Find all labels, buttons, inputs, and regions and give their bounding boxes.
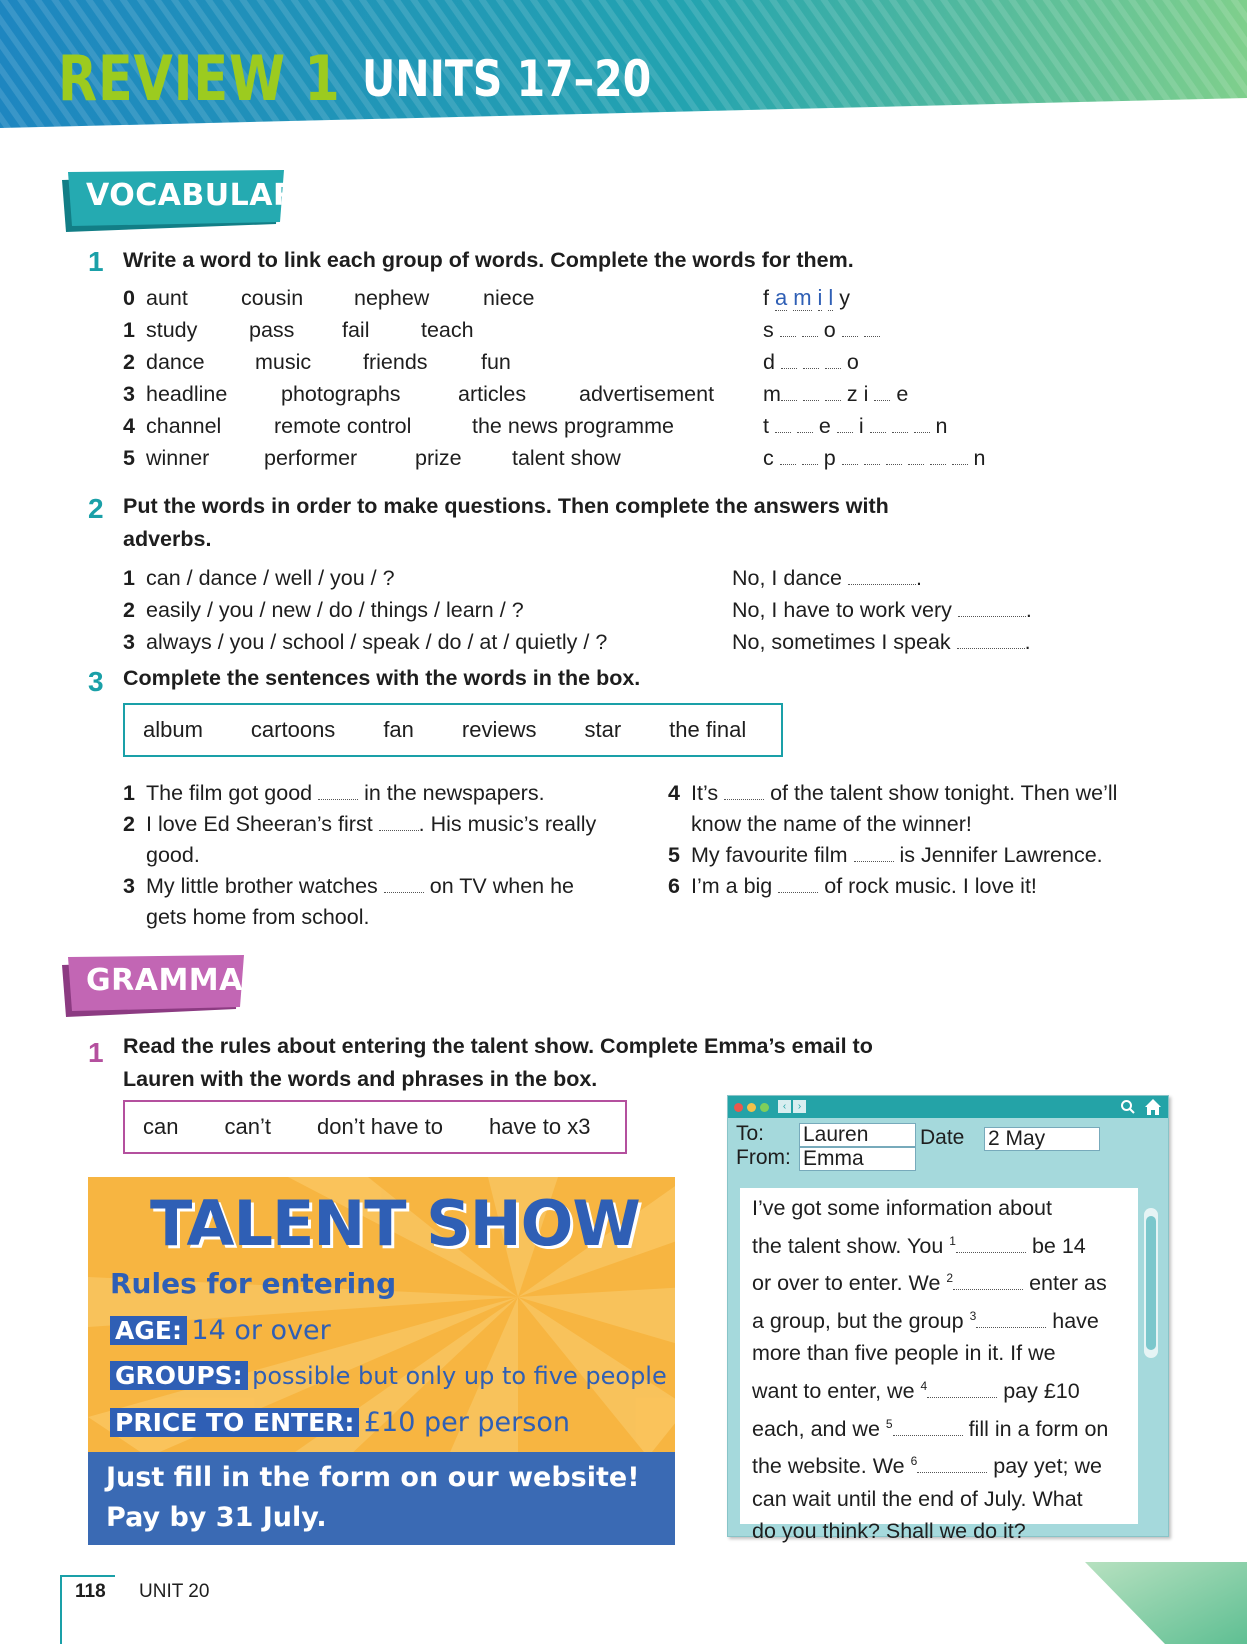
sentence — [668, 840, 1168, 871]
word: nephew — [354, 286, 430, 310]
exercise-instruction: Write a word to link each group of words. Complete the words for them. — [123, 248, 854, 272]
item-number: 2 — [123, 350, 135, 374]
rule-value: 14 or over — [191, 1315, 331, 1346]
gap-blank[interactable] — [927, 1379, 997, 1398]
word: study — [146, 318, 198, 342]
word: fun — [481, 350, 511, 374]
answer-blank[interactable] — [958, 598, 1026, 617]
item-number: 6 — [668, 874, 680, 898]
item-number: 4 — [668, 781, 680, 805]
page-number: 118 — [75, 1581, 106, 1602]
forward-arrow-icon[interactable]: › — [793, 1100, 806, 1113]
sentence-text: . His music’s really — [418, 812, 597, 836]
sentence-text: It’s — [691, 781, 719, 805]
exercise-number: 2 — [88, 493, 104, 524]
poster-subtitle: Rules for entering — [110, 1267, 397, 1300]
answer-blanks[interactable]: d o — [763, 350, 859, 374]
answer-example: f a m i l y — [763, 285, 850, 310]
email-window — [727, 1095, 1169, 1544]
box-word: don’t have to — [316, 1114, 443, 1139]
exercise-number: 3 — [88, 666, 104, 697]
email-line: can wait until the end of July. What — [752, 1486, 1083, 1511]
sentence-text: of rock music. I love it! — [824, 874, 1037, 898]
question-text: always / you / school / speak / do / at / quietly / ? — [146, 630, 608, 654]
word: channel — [146, 414, 222, 438]
sentence-list-left — [123, 778, 623, 938]
box-word: album — [143, 717, 203, 742]
gap-number: 2 — [946, 1271, 954, 1286]
item-number: 3 — [123, 382, 135, 406]
word-group-row — [123, 410, 1003, 442]
rule-label: AGE: — [110, 1316, 187, 1345]
unit-label: UNIT 20 — [139, 1581, 210, 1602]
answer-blank[interactable] — [379, 812, 419, 831]
word: the news programme — [472, 414, 674, 438]
answer-end: . — [1025, 598, 1032, 622]
answer-blanks[interactable]: s o — [763, 314, 880, 346]
home-icon[interactable] — [1144, 1098, 1162, 1116]
answer-end: . — [1024, 630, 1031, 654]
answer-text: No, I dance — [732, 566, 842, 590]
word: music — [255, 350, 312, 374]
instruction-line: Lauren with the words and phrases in the box. — [123, 1067, 598, 1091]
poster-footer — [88, 1452, 675, 1545]
vocabulary-label: VOCABULARY — [86, 178, 318, 213]
rule-value: possible but only up to five people — [252, 1362, 667, 1390]
question-list — [123, 562, 1083, 658]
instruction-line: Put the words in order to make questions. Then complete the answers with — [123, 494, 889, 518]
sentence-text: of the talent show tonight. Then we’ll — [770, 781, 1118, 805]
corner-decoration — [1085, 1562, 1247, 1644]
sentence-text: good. — [146, 843, 200, 867]
phrase-box — [123, 1100, 627, 1154]
word-group-row — [123, 282, 1003, 314]
exercise-instruction: Complete the sentences with the words in the box. — [123, 666, 641, 690]
answer-end: . — [915, 566, 922, 590]
to-label: To: — [736, 1122, 765, 1145]
word: performer — [264, 446, 358, 470]
back-arrow-icon[interactable]: ‹ — [778, 1100, 791, 1113]
sentence — [668, 871, 1168, 902]
from-label: From: — [736, 1146, 791, 1169]
email-line: the talent show. You $^1$ be 14 — [752, 1233, 1086, 1258]
scrollbar-track[interactable] — [1144, 1208, 1158, 1358]
answer-blanks[interactable]: t e i n — [763, 414, 948, 438]
word-group-row — [123, 314, 1003, 346]
instruction-line: adverbs. — [123, 527, 212, 551]
sentence — [668, 778, 1168, 840]
gap-number: 6 — [910, 1454, 918, 1469]
sentence — [123, 809, 623, 871]
email-line: a group, but the group $^3$ have — [752, 1308, 1099, 1333]
sentence-text: My little brother watches — [146, 874, 378, 898]
word: prize — [415, 446, 462, 470]
sentence-text: know the name of the winner! — [691, 812, 972, 836]
box-word: fan — [383, 717, 414, 742]
exercise-number: 1 — [88, 1037, 104, 1068]
window-titlebar — [728, 1096, 1168, 1118]
item-number: 1 — [123, 566, 135, 590]
sentence-text: on TV when he — [429, 874, 575, 898]
gap-number: 3 — [969, 1308, 977, 1323]
item-number: 5 — [668, 843, 680, 867]
email-line: each, and we $^5$ fill in a form on — [752, 1416, 1109, 1441]
rule-age — [110, 1315, 331, 1346]
email-line: want to enter, we $^4$ pay £10 — [752, 1378, 1080, 1404]
word: friends — [363, 350, 428, 374]
close-dot-icon[interactable] — [734, 1103, 743, 1112]
item-number: 1 — [123, 781, 135, 805]
item-number: 0 — [123, 286, 135, 310]
box-word: reviews — [461, 717, 537, 742]
sentence-text: My favourite film — [691, 843, 848, 867]
email-line: or over to enter. We $^2$ enter as — [752, 1271, 1107, 1296]
footer-line: Pay by 31 July. — [106, 1502, 327, 1533]
rule-price — [110, 1407, 570, 1438]
box-word: have to x3 — [488, 1114, 591, 1139]
question-text: can / dance / well / you / ? — [146, 566, 395, 590]
gap-number: 4 — [920, 1378, 928, 1393]
box-word: star — [584, 717, 622, 742]
answer-blanks[interactable]: c p n — [763, 446, 986, 470]
from-field[interactable]: Emma — [799, 1147, 916, 1171]
maximize-dot-icon[interactable] — [760, 1103, 769, 1112]
footer-rule-top — [60, 1575, 115, 1577]
sentence-text: I love Ed Sheeran’s first — [146, 812, 373, 836]
sentence-text: is Jennifer Lawrence. — [899, 843, 1103, 867]
gap-blank[interactable] — [956, 1234, 1026, 1253]
word-group-row — [123, 442, 1003, 474]
box-word: can — [143, 1114, 179, 1139]
word: aunt — [146, 286, 188, 310]
sentence — [123, 871, 623, 933]
grammar-label: GRAMMAR — [86, 963, 267, 998]
sentence-text: The film got good — [146, 781, 313, 805]
date-field[interactable]: 2 May — [984, 1127, 1100, 1151]
item-number: 4 — [123, 414, 135, 438]
email-line: more than five people in it. If we — [752, 1341, 1056, 1366]
answer-blank[interactable] — [854, 843, 894, 862]
item-number: 3 — [123, 630, 135, 654]
word: cousin — [241, 286, 304, 310]
item-number: 2 — [123, 812, 135, 836]
search-icon[interactable] — [1120, 1099, 1136, 1115]
question-row — [123, 626, 1083, 658]
minimize-dot-icon[interactable] — [747, 1103, 756, 1112]
word: fail — [342, 318, 370, 342]
rule-label: GROUPS: — [110, 1361, 248, 1390]
to-field[interactable]: Lauren — [799, 1123, 916, 1147]
answer-blank[interactable] — [384, 874, 424, 893]
sentence — [123, 778, 623, 809]
word: winner — [146, 446, 210, 470]
box-word: cartoons — [250, 717, 336, 742]
talent-show-poster — [88, 1177, 675, 1545]
gap-blank[interactable] — [953, 1271, 1023, 1290]
email-line: do you think? Shall we do it? — [752, 1519, 1026, 1544]
answer-text: No, sometimes I speak — [732, 630, 951, 654]
word-group-list — [123, 282, 1003, 474]
item-number: 3 — [123, 874, 135, 898]
answer-blank[interactable] — [848, 566, 916, 585]
date-label: Date — [920, 1126, 965, 1149]
word: niece — [483, 286, 535, 310]
sentence-text: I’m a big — [691, 874, 773, 898]
answer-blank[interactable] — [724, 781, 764, 800]
vocabulary-tag — [62, 170, 318, 236]
rule-label: PRICE TO ENTER: — [110, 1408, 359, 1437]
exercise-instruction — [123, 490, 889, 556]
footer-rule — [60, 1575, 62, 1644]
sentence-list-right — [668, 778, 1168, 908]
item-number: 1 — [123, 318, 135, 342]
answer-line — [732, 594, 1032, 626]
rule-groups — [110, 1361, 667, 1390]
answer-blank[interactable] — [318, 781, 358, 800]
word: advertisement — [579, 382, 715, 406]
word-group-row — [123, 378, 1003, 410]
sentence-text: gets home from school. — [146, 905, 370, 929]
gap-number: 1 — [949, 1233, 956, 1248]
word-box — [123, 703, 783, 757]
answer-blank[interactable] — [778, 874, 818, 893]
gap-number: 5 — [885, 1416, 893, 1431]
answer-blanks[interactable]: m z i e — [763, 382, 909, 406]
poster-title: TALENT SHOW — [150, 1187, 640, 1260]
question-text: easily / you / new / do / things / learn / ? — [146, 598, 524, 622]
word-group-row — [123, 346, 1003, 378]
rule-value: £10 per person — [363, 1407, 570, 1438]
units-title: UNITS 17–20 — [362, 50, 652, 108]
word: remote control — [274, 414, 412, 438]
footer-line: Just fill in the form on our website! — [106, 1462, 640, 1493]
review-title: REVIEW 1 — [58, 42, 341, 115]
email-line: the website. We $^6$ pay yet; we — [752, 1454, 1102, 1479]
word: teach — [421, 318, 474, 342]
email-body[interactable] — [740, 1188, 1138, 1544]
scrollbar-thumb[interactable] — [1146, 1216, 1156, 1350]
word: photographs — [281, 382, 401, 406]
gap-blank[interactable] — [893, 1417, 963, 1436]
box-word: the final — [669, 717, 747, 742]
item-number: 2 — [123, 598, 135, 622]
grammar-tag — [62, 955, 267, 1021]
box-word: can’t — [224, 1114, 271, 1139]
sentence-text: in the newspapers. — [364, 781, 545, 805]
exercise-number: 1 — [88, 246, 104, 277]
answer-text: No, I have to work very — [732, 598, 952, 622]
answer-blank[interactable] — [957, 630, 1025, 649]
word: dance — [146, 350, 205, 374]
question-row — [123, 562, 1083, 594]
exercise-instruction — [123, 1030, 873, 1096]
answer-line — [732, 626, 1031, 658]
item-number: 5 — [123, 446, 135, 470]
word: pass — [249, 318, 295, 342]
email-line: I’ve got some information about — [752, 1196, 1052, 1220]
word: articles — [458, 382, 527, 406]
gap-blank[interactable] — [917, 1454, 987, 1473]
word: talent show — [512, 446, 621, 470]
word: headline — [146, 382, 228, 406]
gap-blank[interactable] — [976, 1309, 1046, 1328]
question-row — [123, 594, 1083, 626]
page-header — [0, 0, 1247, 130]
instruction-line: Read the rules about entering the talent show. Complete Emma’s email to — [123, 1034, 873, 1058]
answer-line — [732, 562, 922, 594]
